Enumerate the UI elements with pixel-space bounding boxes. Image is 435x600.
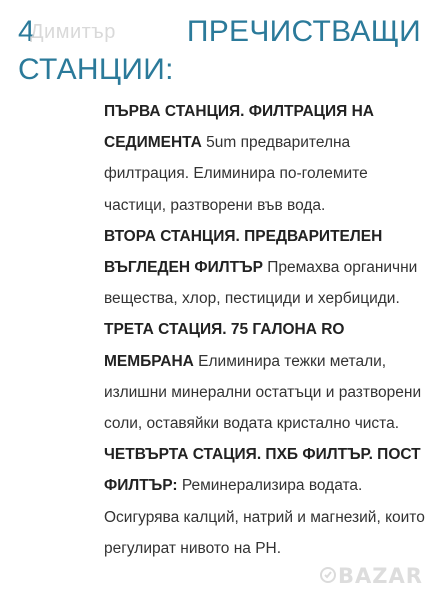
station-item (104, 96, 426, 221)
station-title: ТРЕТА СТАЦИЯ. 75 ГАЛОНА RO МЕМБРАНА (104, 321, 345, 370)
heading-word-1: ПРЕЧИСТВАЩИ (186, 15, 421, 48)
bazar-watermark-logo (318, 560, 430, 594)
station-item (104, 439, 426, 564)
station-item (104, 314, 426, 439)
bazar-logo-text: BAZAR (338, 564, 423, 588)
section-heading (18, 12, 423, 52)
station-item (104, 221, 426, 315)
bazar-logo-icon (320, 567, 336, 583)
station-title: ВТОРА СТАНЦИЯ. ПРЕДВАРИТЕЛЕН ВЪГЛЕДЕН ФИЛТЪР (104, 227, 383, 277)
station-description: Елиминира тежки метали, излишни минерални остатъци и разтворени соли, оставяйки водата кристално чиста. (104, 352, 422, 433)
station-description: Реминерализира водата. Осигурява калций, натрий и магнезий, които регулират нивото на PH. (104, 477, 425, 557)
station-description: Премахва органични вещества, хлор, пестициди и хербициди. (104, 259, 418, 308)
heading-word-2: СТАНЦИИ: (18, 53, 174, 86)
seller-name-watermark: Димитър (30, 21, 116, 43)
station-title: ПЪРВА СТАНЦИЯ. ФИЛТРАЦИЯ НА СЕДИМЕНТА (104, 103, 374, 152)
station-description: 5um предварителна филтрация. Елиминира по-големите частици, разтворени във вода. (104, 134, 368, 214)
stations-list (104, 96, 426, 564)
station-title: ЧЕТВЪРТА СТАЦИЯ. ПХБ ФИЛТЪР. ПОСТ ФИЛТЪР: (104, 446, 421, 495)
heading-number: 4 (18, 15, 35, 48)
